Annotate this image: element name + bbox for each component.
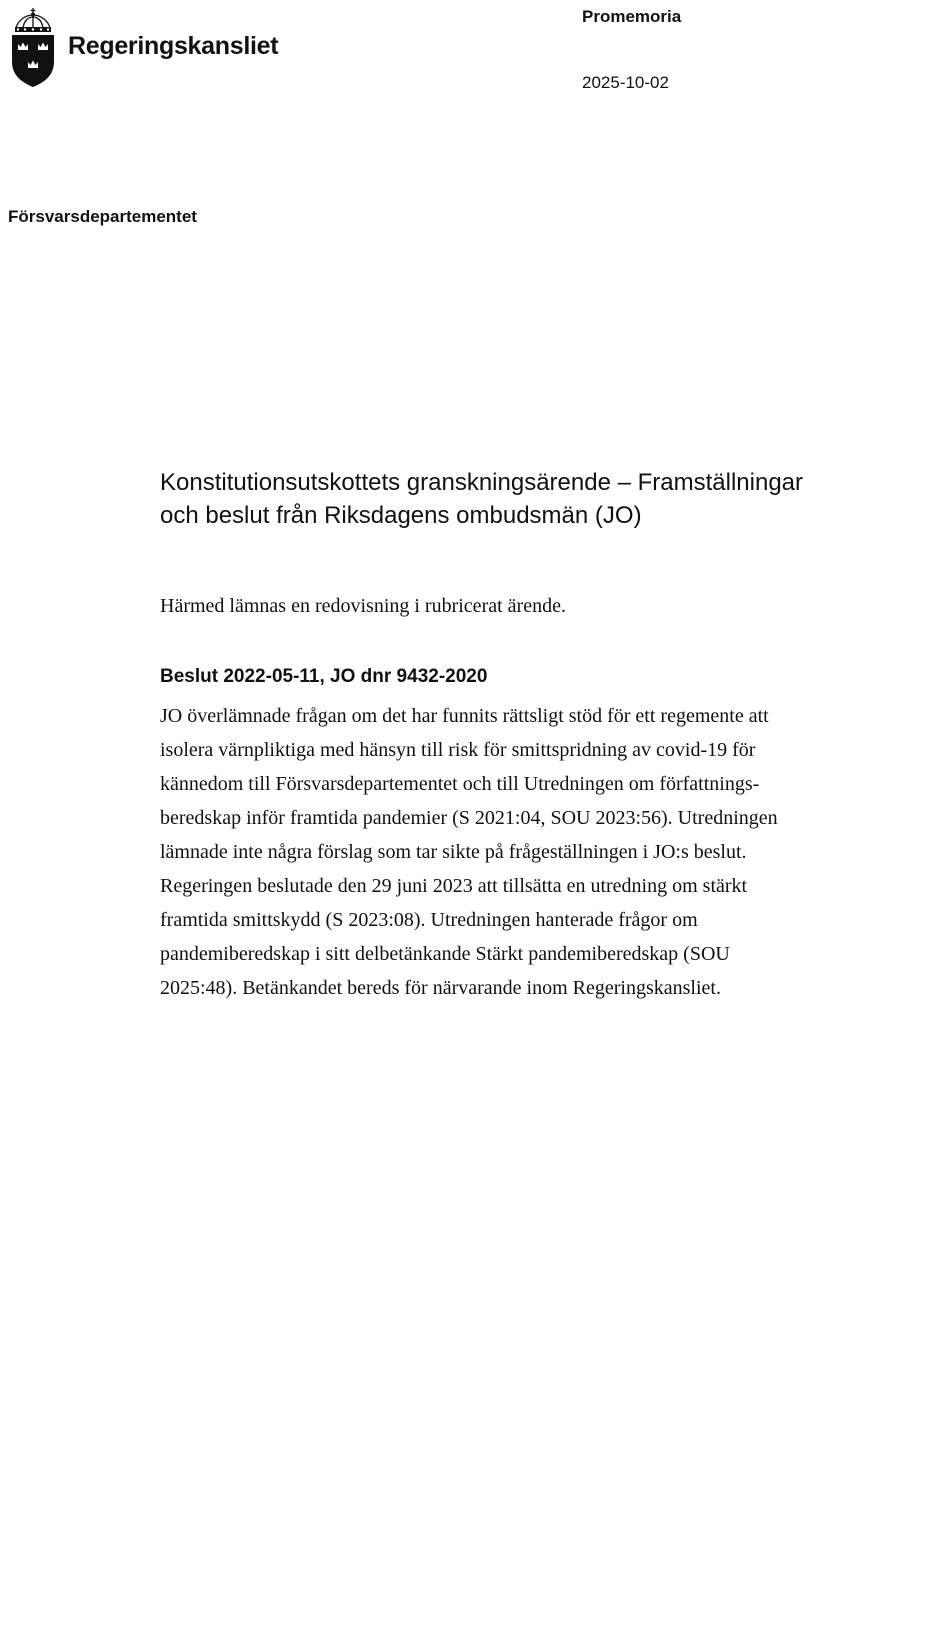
department-name: Försvarsdepartementet — [8, 207, 197, 226]
body-line: framtida smittskydd (S 2023:08). Utredningen hanterade frågor om — [160, 909, 698, 931]
body-line: kännedom till Försvarsdepartementet och till Utredningen om författnings- — [160, 773, 760, 795]
title-line: Konstitutionsutskottets granskningsärende – Framställningar — [160, 469, 804, 496]
body-line: JO överlämnade frågan om det har funnits rättsligt stöd för ett regemente att — [160, 705, 769, 727]
decision-heading: Beslut 2022-05-11, JO dnr 9432-2020 — [160, 666, 488, 687]
intro-paragraph: Härmed lämnas en redovisning i rubricerat ärende. — [160, 595, 566, 617]
document-date: 2025-10-02 — [582, 73, 669, 92]
title-line: och beslut från Riksdagens ombudsmän (JO) — [160, 502, 642, 529]
body-line: pandemiberedskap i sitt delbetänkande Stärkt pandemiberedskap (SOU — [160, 943, 730, 965]
body-line: lämnade inte några förslag som tar sikte på frågeställningen i JO:s beslut. — [160, 841, 747, 863]
body-line: beredskap inför framtida pandemier (S 2021:04, SOU 2023:56). Utredningen — [160, 807, 778, 829]
coat-of-arms-icon — [8, 6, 58, 88]
body-line: isolera värnpliktiga med hänsyn till risk för smittspridning av covid-19 för — [160, 739, 756, 761]
body-line: 2025:48). Betänkandet bereds för närvarande inom Regeringskansliet. — [160, 977, 721, 999]
document-title — [160, 466, 900, 532]
organization-name: Regeringskansliet — [68, 31, 279, 60]
document-type: Promemoria — [582, 7, 682, 26]
header-logo — [8, 6, 278, 88]
body-line: Regeringen beslutade den 29 juni 2023 att tillsätta en utredning om stärkt — [160, 875, 748, 897]
decision-body — [160, 699, 920, 1005]
